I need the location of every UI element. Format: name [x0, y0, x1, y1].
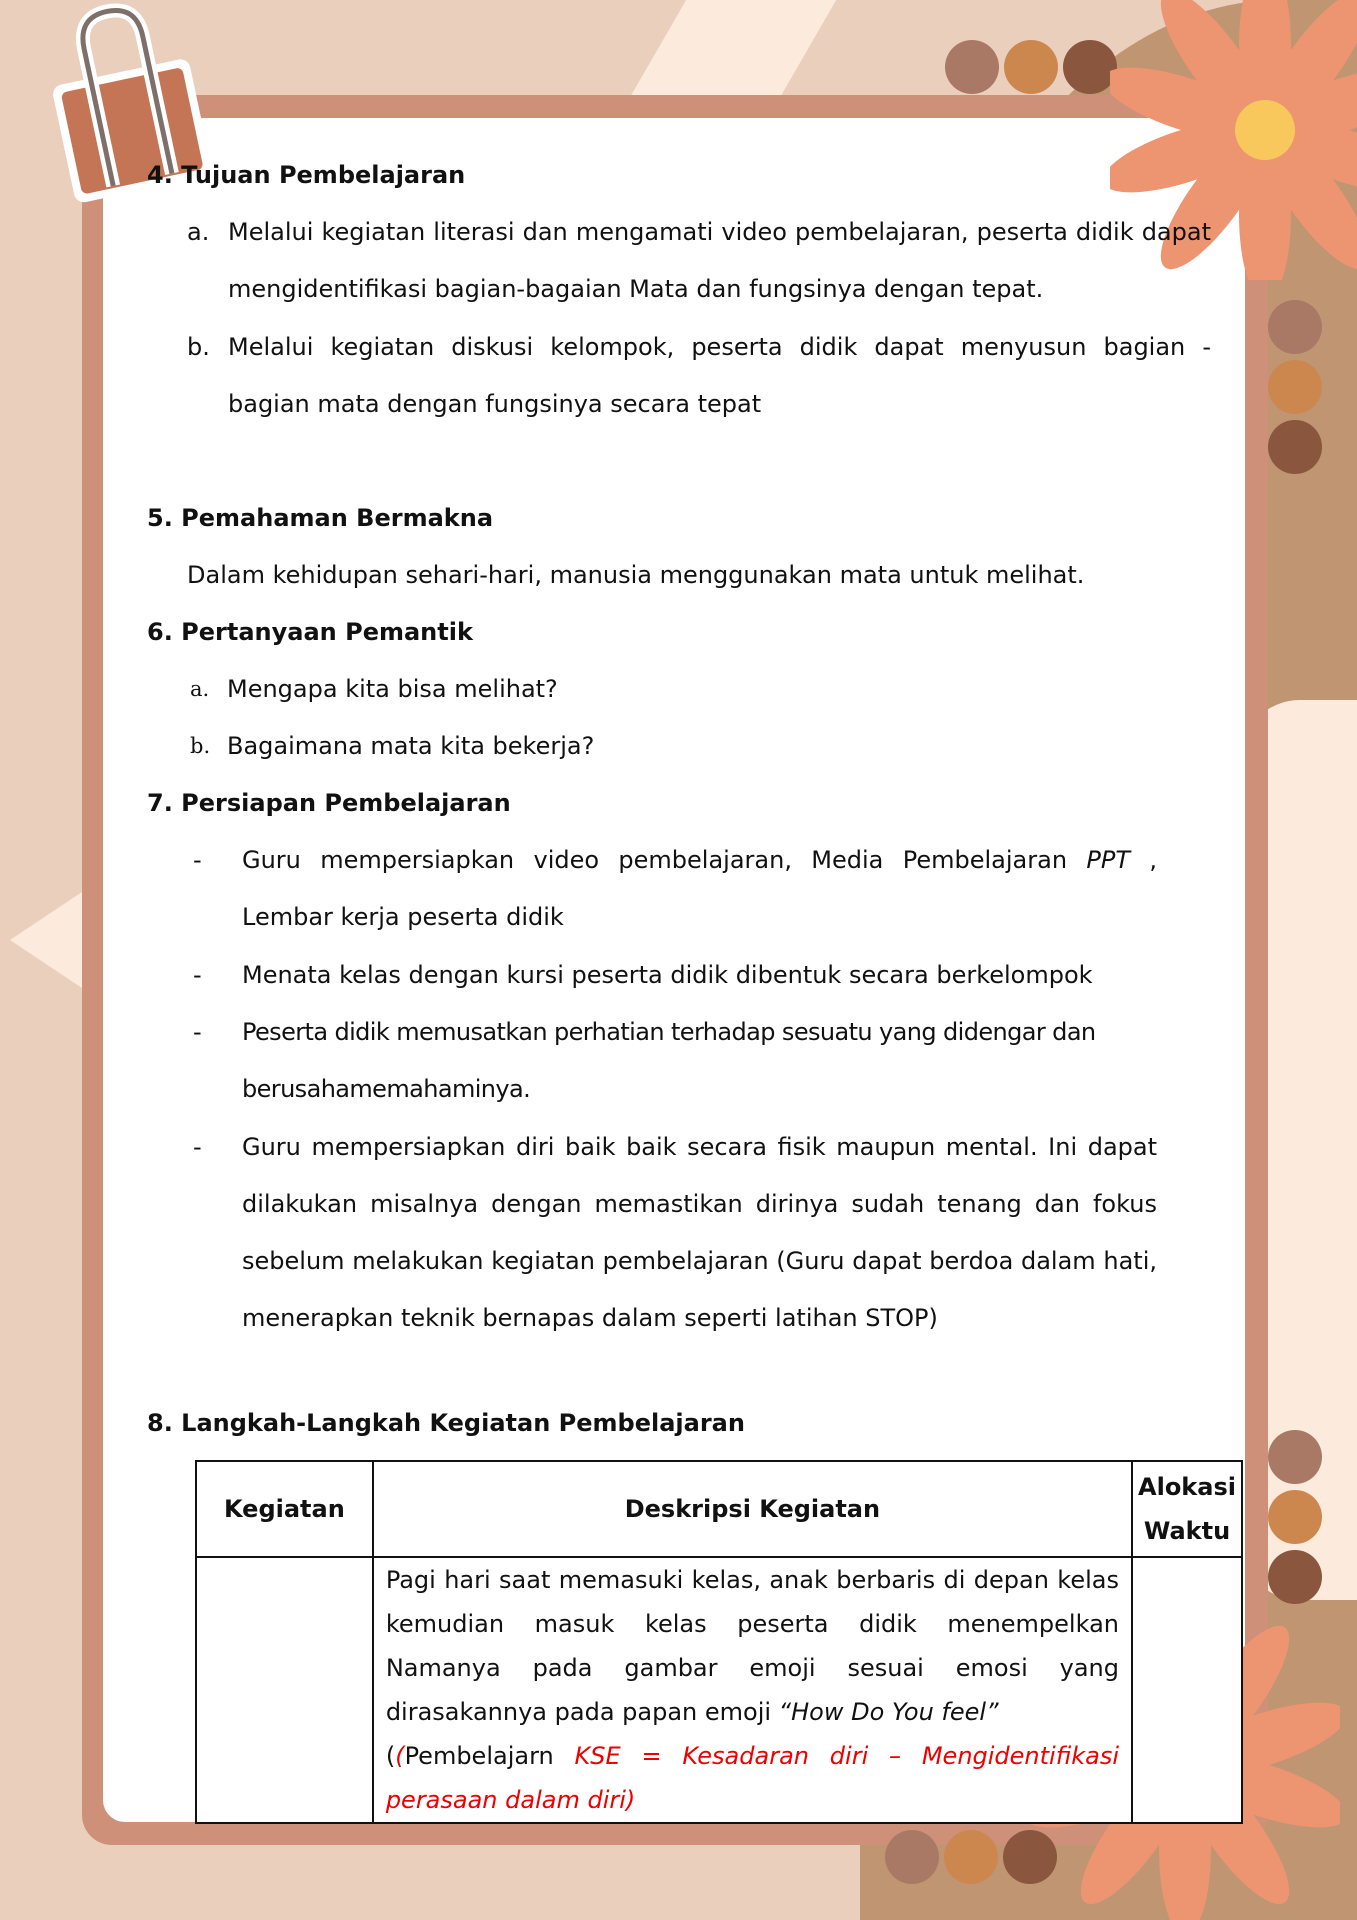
desc-main: Pagi hari saat memasuki kelas, anak berbaris di depan kelas kemudian masuk kelas peserta didik menempelkan Namanya pada gambar emoji sesuai emosi yang dirasakannya pada papan emoji	[385, 1566, 1119, 1726]
table-row	[196, 1557, 1242, 1823]
item-text: Guru mempersiapkan video pembelajaran, Media Pembelajaran	[242, 846, 1068, 874]
deco-dot	[1268, 360, 1322, 414]
deco-dot	[944, 1830, 998, 1884]
item-italic: PPT	[1086, 846, 1131, 874]
activity-table	[195, 1460, 1243, 1824]
list-item-text: Bagaimana mata kita bekerja?	[227, 732, 595, 760]
desc-note-red: KSE = Kesadaran diri – Mengidentifikasi perasaan dalam diri)	[385, 1742, 1120, 1814]
section-text: Dalam kehidupan sehari-hari, manusia menggunakan mata untuk melihat.	[187, 561, 1085, 589]
deco-dot	[1268, 1430, 1322, 1484]
item-tail: , Lembar kerja peserta didik	[242, 846, 1157, 931]
cell-deskripsi	[373, 1557, 1132, 1823]
list-label: b.	[190, 734, 211, 758]
list-label: a.	[190, 677, 210, 701]
deco-dot	[1268, 1490, 1322, 1544]
bullet-dash: -	[193, 961, 202, 989]
deco-dot	[1268, 420, 1322, 474]
deco-dot	[945, 40, 999, 94]
list-label: a.	[187, 218, 210, 246]
list-item-text: Mengapa kita bisa melihat?	[227, 675, 558, 703]
cell-alokasi	[1132, 1557, 1242, 1823]
desc-quote: “How Do You feel”	[778, 1698, 999, 1726]
section-title-persiapan: 7. Persiapan Pembelajaran	[147, 789, 511, 817]
desc-note: Pembelajarn	[404, 1742, 575, 1770]
section-title-pemahaman: 5. Pemahaman Bermakna	[147, 504, 494, 532]
list-item-text: Guru mempersiapkan diri baik baik secara fisik maupun mental. Ini dapat dilakukan misalnya dengan memastikan dirinya sudah tenang dan fokus sebelum melakukan kegiatan pembelajaran (Guru dapat berdoa dalam hati, menerapkan teknik bernapas dalam seperti latihan STOP)	[242, 1133, 1157, 1332]
table-header-row	[196, 1461, 1242, 1557]
section-title-langkah: 8. Langkah-Langkah Kegiatan Pembelajaran	[147, 1409, 745, 1437]
section-title-tujuan: 4. Tujuan Pembelajaran	[147, 161, 466, 189]
list-item-text: Melalui kegiatan diskusi kelompok, peserta didik dapat menyusun bagian - bagian mata dengan fungsinya secara tepat	[228, 333, 1211, 418]
header-kegiatan: Kegiatan	[196, 1461, 373, 1557]
deco-dot	[885, 1830, 939, 1884]
bullet-dash: -	[193, 1133, 202, 1161]
deco-dot	[1063, 40, 1117, 94]
bullet-dash: -	[193, 1018, 202, 1046]
section-title-pemantik: 6. Pertanyaan Pemantik	[147, 618, 473, 646]
list-label: b.	[187, 333, 210, 361]
list-item-text: Menata kelas dengan kursi peserta didik dibentuk secara berkelompok	[242, 961, 1093, 989]
paren-red: (	[395, 1742, 405, 1770]
list-item-text: Melalui kegiatan literasi dan mengamati video pembelajaran, peserta didik dapat mengidentifikasi bagian-bagaian Mata dan fungsinya dengan tepat.	[228, 218, 1211, 303]
cell-kegiatan	[196, 1557, 373, 1823]
paren: (	[385, 1742, 396, 1770]
header-deskripsi: Deskripsi Kegiatan	[373, 1461, 1132, 1557]
header-alokasi: Alokasi Waktu	[1132, 1461, 1242, 1557]
list-item-text: Peserta didik memusatkan perhatian terhadap sesuatu yang didengar dan berusahamemahaminya.	[242, 1018, 1096, 1103]
list-item-text	[242, 832, 1157, 946]
deco-dot	[1268, 300, 1322, 354]
deco-dot	[1268, 1550, 1322, 1604]
deco-dot	[1004, 40, 1058, 94]
bullet-dash: -	[193, 846, 202, 874]
